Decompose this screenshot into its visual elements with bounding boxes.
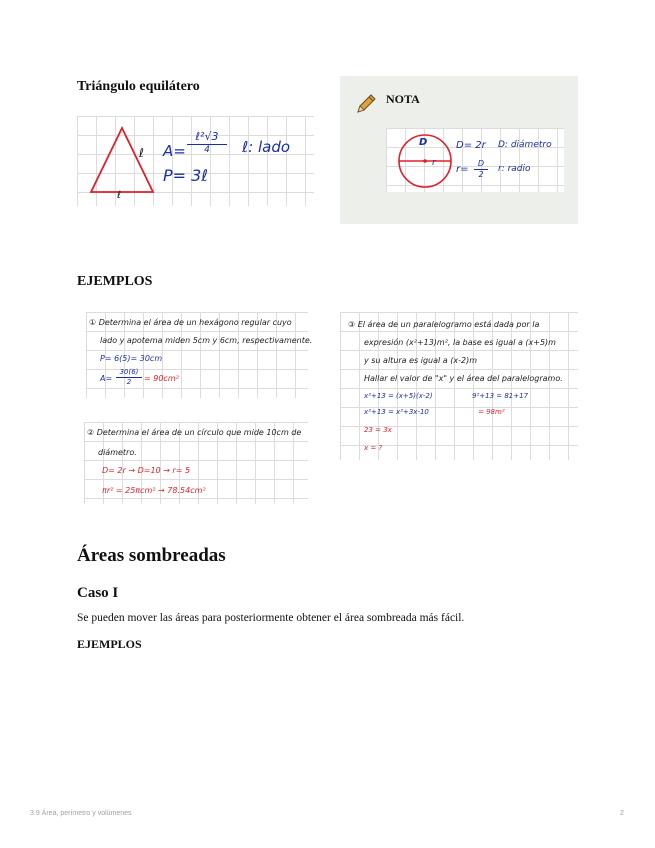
- pencil-icon: [354, 92, 378, 116]
- triangle-area-fraction: [187, 130, 227, 156]
- footer-page-number: 2: [620, 810, 624, 817]
- example-3-line-7: 23 = 3x: [364, 426, 392, 434]
- circle-label-d: D: [419, 137, 428, 148]
- example-2-line-4: πr² = 25πcm² → 78.54cm²: [102, 486, 206, 495]
- triangle-figure: [77, 116, 314, 206]
- example-2: [84, 422, 308, 504]
- formula-radius-fraction: [474, 159, 488, 180]
- case-description: Se pueden mover las áreas para posteriormente obtener el área sombreada más fácil.: [77, 612, 465, 624]
- circle-label-r: r: [432, 158, 436, 168]
- formula-radius-denominator: 2: [478, 170, 484, 179]
- triangle-side-right-label: ℓ: [139, 146, 144, 160]
- shaded-examples-heading: EJEMPLOS: [77, 637, 142, 651]
- note-title: NOTA: [386, 92, 420, 106]
- example-1-line-2: lado y apotema miden 5cm y 6cm, respectivamente.: [100, 336, 313, 345]
- formula-radius-lhs: r=: [456, 164, 469, 175]
- footer-section: 3.9 Área, perímetro y volúmenes: [30, 810, 132, 817]
- example-1: [86, 312, 313, 398]
- example-3-line-6b: = 98m²: [478, 408, 505, 416]
- formula-diameter: D= 2r: [456, 140, 486, 151]
- example-2-line-2: diámetro.: [98, 448, 137, 457]
- triangle-heading: Triángulo equilátero: [77, 79, 200, 94]
- example-3-line-3: y su altura es igual a (x-2)m: [364, 356, 477, 365]
- example-3-line-2: expresión (x²+13)m², la base es igual a (x+5)m: [364, 338, 556, 347]
- formula-diameter-desc: D: diámetro: [498, 140, 552, 150]
- example-3-line-5a: x²+13 = (x+5)(x-2): [364, 392, 433, 400]
- example-3-line-5b: 9²+13 = 81+17: [472, 392, 529, 400]
- example-2-line-1: ② Determina el área de un círculo que mide 10cm de: [87, 428, 302, 437]
- formula-radius-numerator: D: [474, 159, 488, 170]
- triangle-side-note: ℓ: lado: [242, 138, 291, 156]
- example-1-line-4-rhs: = 90cm²: [144, 374, 179, 383]
- example-3-line-4: Hallar el valor de "x" y el área del paralelogramo.: [364, 374, 563, 383]
- triangle-area-denominator: 4: [204, 145, 210, 155]
- example-3-line-8: x = ?: [364, 444, 383, 452]
- examples-heading: EJEMPLOS: [77, 274, 153, 289]
- case-heading: Caso I: [77, 585, 119, 601]
- triangle-perimeter: P= 3ℓ: [163, 166, 208, 185]
- triangle-shape: [87, 124, 157, 200]
- shaded-heading: Áreas sombreadas: [77, 545, 226, 566]
- example-1-line-4-lhs: A=: [100, 374, 113, 383]
- example-3: [340, 312, 578, 460]
- example-1-denominator: 2: [126, 378, 132, 386]
- note-box: [340, 76, 578, 224]
- triangle-side-bottom-label: ℓ: [117, 190, 122, 201]
- example-3-line-1: ③ El área de un paralelogramo está dada por la: [348, 320, 540, 329]
- triangle-area-lhs: A=: [163, 142, 186, 160]
- example-1-fraction: [116, 368, 142, 387]
- example-1-numerator: 30(6): [116, 368, 142, 378]
- example-1-line-3: P= 6(5)= 30cm: [100, 354, 163, 363]
- formula-radius-desc: r: radio: [498, 164, 531, 174]
- example-3-line-6a: x²+13 = x²+3x-10: [364, 408, 429, 416]
- triangle-area-numerator: ℓ²√3: [187, 130, 227, 145]
- note-figure: [386, 128, 564, 192]
- example-1-line-1: ① Determina el área de un hexágono regular cuyo: [89, 318, 292, 327]
- example-2-line-3: D= 2r → D=10 → r= 5: [102, 466, 191, 475]
